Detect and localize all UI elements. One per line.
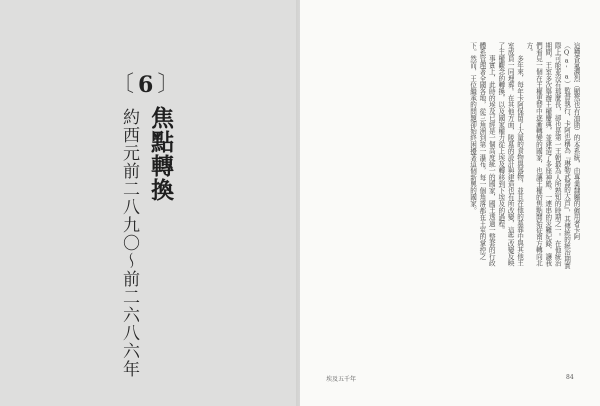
chapter-number (112, 72, 179, 98)
chapter-number-value: 6 (138, 72, 154, 98)
body-paragraph: 這種香氣濃烈（顯然也有油脂）的本系統，由專業隸屬的僱用者卡阿（Qa'a）監督執行，卡阿也稱為『琳勒武器的大首』，其傳統的統治期實際上可能並沒有那麼長，卻也是第一王朝最為人所熟知的時期之一。在他統治期間，王室多次舉辦王權慶典，並建造了多座神殿。一連串的災難紀錄，讓我們看見一個在王權更替中逐漸轉變的國家，也讓王權的焦點開始從南方轉向北方。 (524, 42, 580, 269)
chapter-title: 焦點轉換 (147, 106, 173, 202)
body-paragraph: 多年來，每年卡阿保留了大量的食物與器物，並且在他的墓葬中與其他王室成員一同埋葬。在其他方面，陵墓的設計與建造也有所改變，這些改變反映了王權觀念的轉換，以及國家權力從上埃及轉移到下埃及的過程。 (496, 42, 524, 267)
chapter-number-open-bracket: 〔 (112, 72, 135, 97)
page-number: 84 (566, 374, 574, 381)
chapter-number-close-bracket: 〕 (157, 72, 180, 97)
chapter-subtitle: 約西元前二八九〇～前二六八六年 (119, 108, 139, 378)
running-title: 埃及五千年 (326, 376, 357, 383)
body-text (322, 42, 580, 270)
body-paragraph: 事實上，此時的埃及已經是一個高度統一的國家，國王透過一整套的行政體系管理著全國各地，從三角洲到第一瀑布，每一個角落都在王室的掌控之下。然而，王位繼承的問題卻始終困擾著這個新興的國家。 (468, 42, 496, 267)
